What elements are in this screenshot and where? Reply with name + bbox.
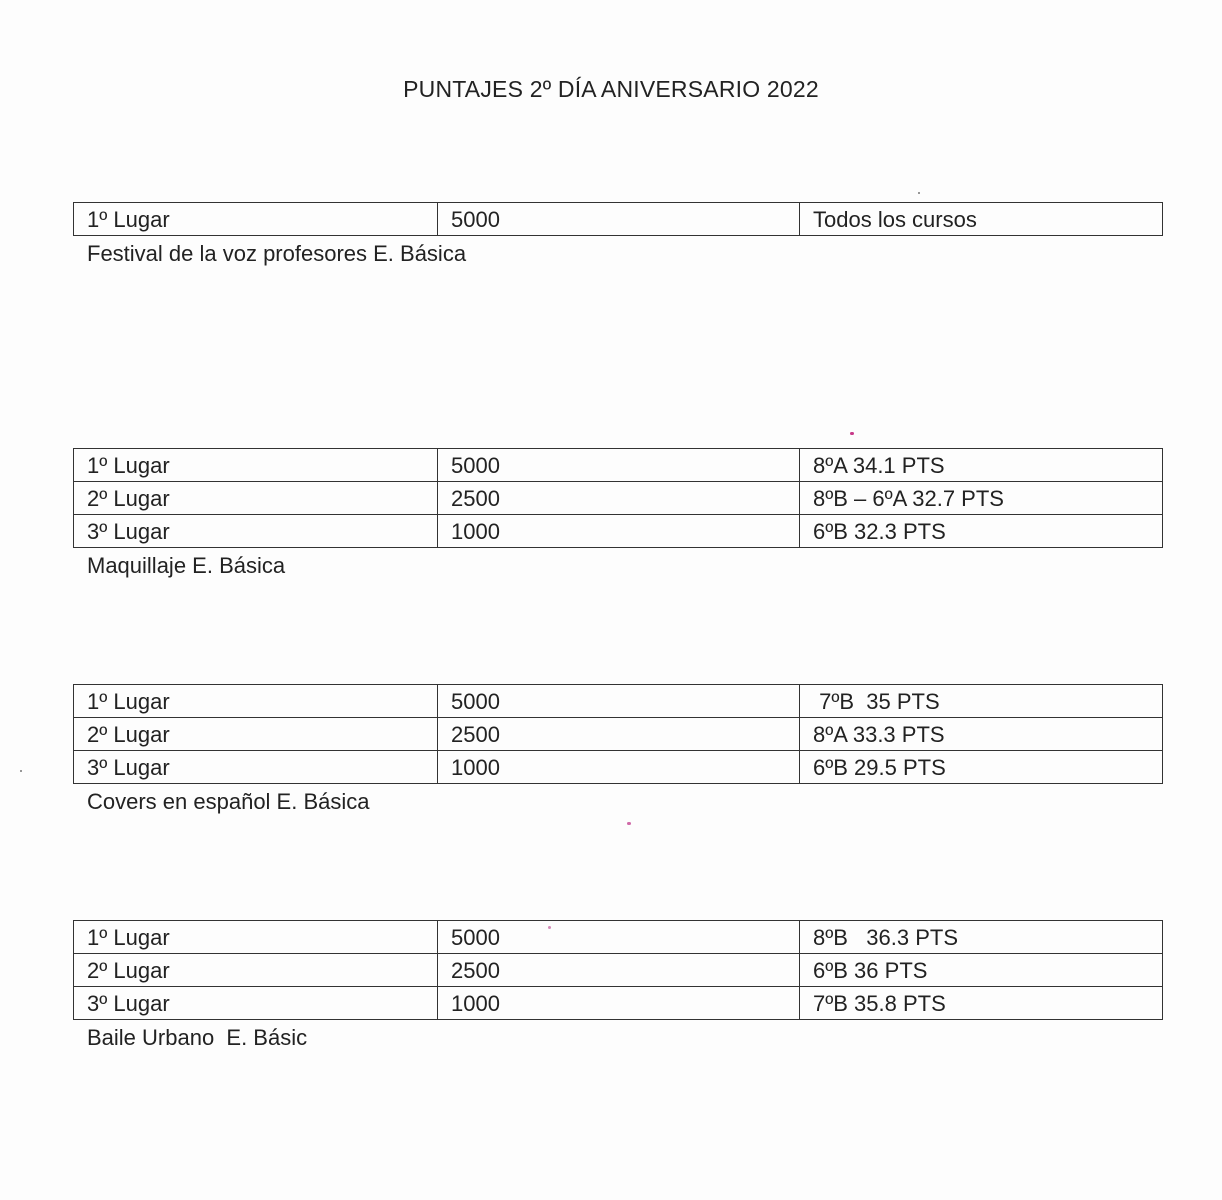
result-cell: 6ºB 32.3 PTS bbox=[800, 515, 1163, 548]
result-cell: 6ºB 29.5 PTS bbox=[800, 751, 1163, 784]
result-cell: 7ºB 35 PTS bbox=[800, 685, 1163, 718]
table-row bbox=[74, 203, 1163, 236]
results-section-baile-urbano bbox=[73, 920, 1163, 1052]
table-row bbox=[74, 515, 1163, 548]
result-cell: 6ºB 36 PTS bbox=[800, 954, 1163, 987]
result-cell: 8ºA 33.3 PTS bbox=[800, 718, 1163, 751]
table-row bbox=[74, 921, 1163, 954]
results-section-maquillaje bbox=[73, 448, 1163, 580]
results-section-festival bbox=[73, 202, 1163, 268]
section-caption: Maquillaje E. Básica bbox=[87, 553, 286, 578]
place-cell: 2º Lugar bbox=[74, 718, 438, 751]
results-table bbox=[73, 202, 1163, 236]
results-table bbox=[73, 920, 1163, 1020]
scan-speck bbox=[548, 926, 551, 929]
place-cell: 2º Lugar bbox=[74, 482, 438, 515]
section-caption: Covers en español E. Básica bbox=[87, 789, 370, 814]
place-cell: 1º Lugar bbox=[74, 449, 438, 482]
results-table bbox=[73, 448, 1163, 548]
table-row bbox=[74, 685, 1163, 718]
place-cell: 3º Lugar bbox=[74, 751, 438, 784]
place-cell: 3º Lugar bbox=[74, 515, 438, 548]
points-cell: 5000 bbox=[438, 203, 800, 236]
results-section-covers bbox=[73, 684, 1163, 816]
scan-speck bbox=[20, 770, 22, 772]
points-cell: 5000 bbox=[438, 685, 800, 718]
result-cell: 8ºB – 6ºA 32.7 PTS bbox=[800, 482, 1163, 515]
result-cell: 8ºB 36.3 PTS bbox=[800, 921, 1163, 954]
table-row bbox=[74, 987, 1163, 1020]
points-cell: 2500 bbox=[438, 954, 800, 987]
points-cell: 5000 bbox=[438, 921, 800, 954]
table-row bbox=[74, 954, 1163, 987]
points-cell: 2500 bbox=[438, 718, 800, 751]
result-cell: 7ºB 35.8 PTS bbox=[800, 987, 1163, 1020]
points-cell: 1000 bbox=[438, 515, 800, 548]
place-cell: 1º Lugar bbox=[74, 685, 438, 718]
result-cell: Todos los cursos bbox=[800, 203, 1163, 236]
points-cell: 1000 bbox=[438, 751, 800, 784]
scan-speck bbox=[918, 192, 920, 194]
scan-speck bbox=[627, 822, 631, 825]
table-row bbox=[74, 751, 1163, 784]
section-caption: Festival de la voz profesores E. Básica bbox=[87, 241, 467, 266]
place-cell: 2º Lugar bbox=[74, 954, 438, 987]
section-caption: Baile Urbano E. Básic bbox=[87, 1025, 308, 1050]
table-row bbox=[74, 718, 1163, 751]
points-cell: 1000 bbox=[438, 987, 800, 1020]
table-row bbox=[74, 449, 1163, 482]
result-cell: 8ºA 34.1 PTS bbox=[800, 449, 1163, 482]
results-table bbox=[73, 684, 1163, 784]
place-cell: 1º Lugar bbox=[74, 921, 438, 954]
place-cell: 3º Lugar bbox=[74, 987, 438, 1020]
points-cell: 5000 bbox=[438, 449, 800, 482]
page-title: PUNTAJES 2º DÍA ANIVERSARIO 2022 bbox=[403, 76, 819, 102]
place-cell: 1º Lugar bbox=[74, 203, 438, 236]
table-row bbox=[74, 482, 1163, 515]
scan-speck bbox=[850, 432, 854, 435]
points-cell: 2500 bbox=[438, 482, 800, 515]
